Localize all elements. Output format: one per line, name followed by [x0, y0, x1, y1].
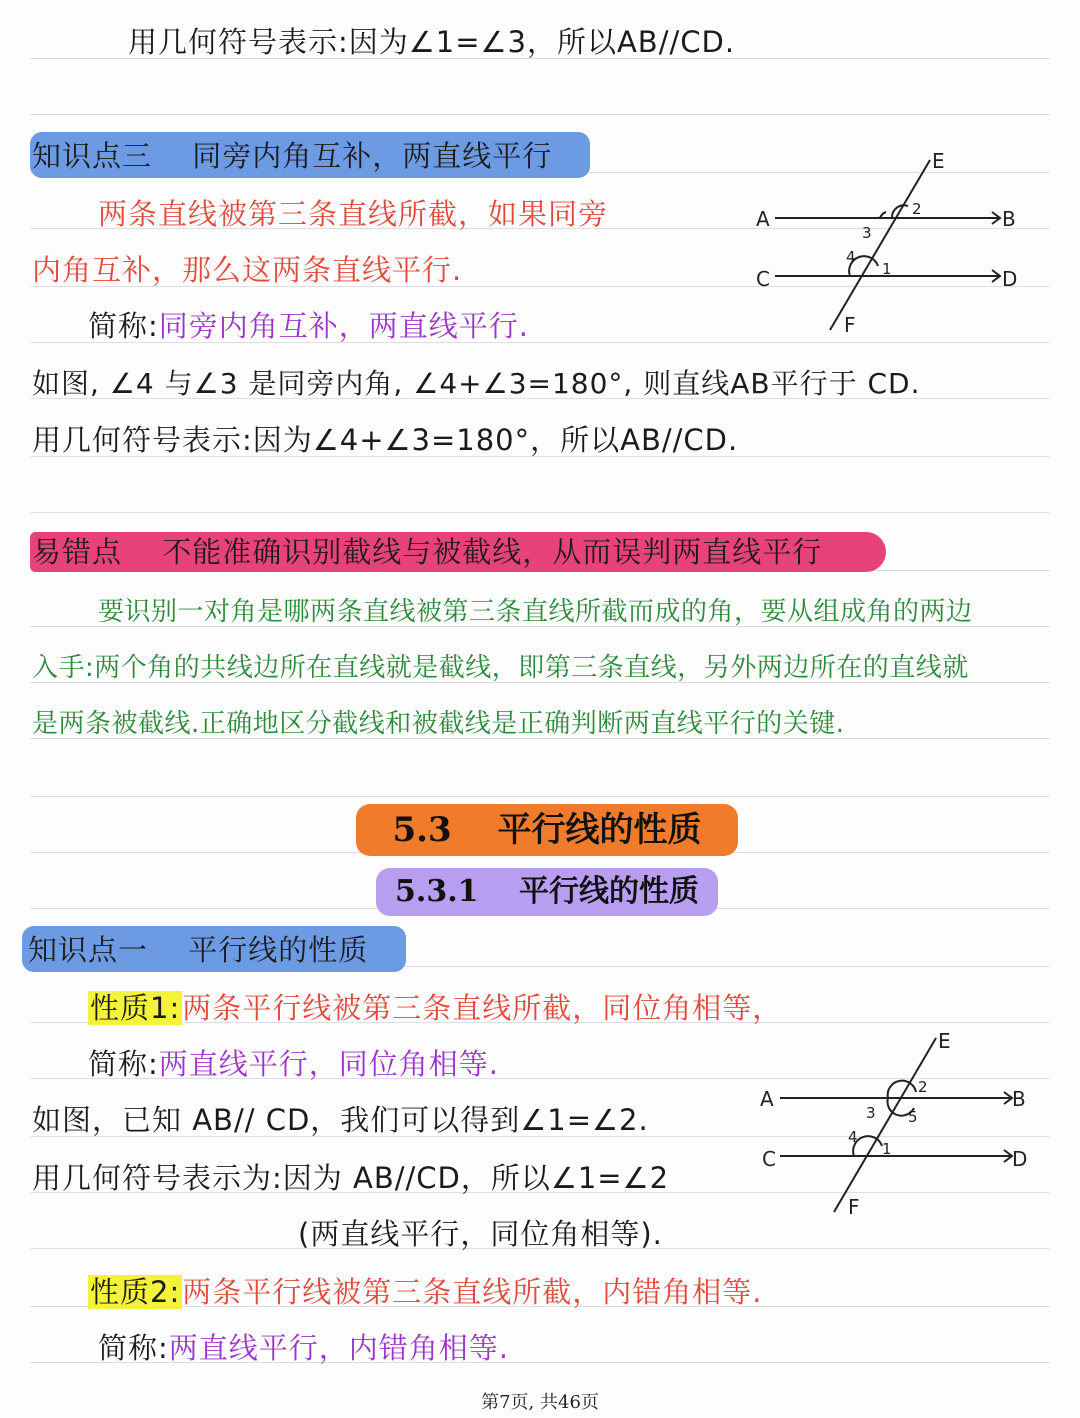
- label-c: C: [762, 1147, 776, 1171]
- symbolic-statement-1: 用几何符号表示:因为∠1=∠3，所以AB//CD.: [128, 25, 736, 59]
- k3-short-statement: [88, 306, 529, 346]
- k3-definition-line2: 内角互补，那么这两条直线平行.: [32, 253, 463, 287]
- k3-example: 如图, ∠4 与∠3 是同旁内角, ∠4+∠3=180°, 则直线AB平行于 CD.: [32, 367, 921, 400]
- property-1: [88, 988, 782, 1028]
- angle-label-1: 1: [882, 260, 892, 278]
- property-2-label: 性质2:: [90, 1275, 181, 1309]
- ruled-line: [30, 512, 1050, 513]
- label-d: D: [1012, 1147, 1028, 1171]
- pitfall-paragraph-line2: 入手:两个角的共线边所在直线就是截线，即第三条直线，另外两边所在的直线就: [32, 653, 969, 683]
- k1-short-statement-1: [88, 1044, 499, 1084]
- transversal-line-ef: [834, 1038, 936, 1212]
- k3-definition-line1: 两条直线被第三条直线所截，如果同旁: [98, 197, 609, 231]
- label-c: C: [756, 267, 770, 291]
- pitfall-paragraph-line1: 要识别一对角是哪两条直线被第三条直线所截而成的角，要从组成角的两边: [98, 597, 973, 627]
- section-title: 5.3 平行线的性质: [392, 810, 702, 850]
- property-2: [88, 1272, 762, 1312]
- short-text: 同旁内角互补，两直线平行.: [158, 309, 530, 343]
- subsection-title: 5.3.1 平行线的性质: [395, 874, 699, 909]
- angle-label-3: 3: [866, 1104, 876, 1122]
- angle-label-4: 4: [846, 248, 856, 266]
- transversal-line-ef: [830, 160, 930, 330]
- short-label: 简称:: [98, 1331, 169, 1365]
- angle-label-5: 5: [908, 1108, 918, 1126]
- transversal-diagram-1: [740, 140, 1040, 340]
- short-label: 简称:: [88, 309, 159, 343]
- short-text: 两直线平行，同位角相等.: [158, 1047, 499, 1081]
- page-number: 第7页, 共46页: [481, 1392, 599, 1413]
- angle-label-2: 2: [918, 1078, 928, 1096]
- label-f: F: [844, 313, 856, 337]
- ruled-line: [30, 114, 1050, 115]
- label-a: A: [756, 207, 770, 231]
- pitfall-paragraph-line3: 是两条被截线.正确地区分截线和被截线是正确判断两直线平行的关键.: [32, 709, 845, 739]
- property-1-text: 两条平行线被第三条直线所截，同位角相等，: [182, 991, 783, 1025]
- k1-short-statement-2: [98, 1328, 509, 1368]
- transversal-diagram-2: [750, 1020, 1050, 1225]
- angle-label-4: 4: [848, 1128, 858, 1146]
- label-e: E: [938, 1029, 951, 1053]
- label-b: B: [1002, 207, 1016, 231]
- k3-title: 知识点三 同旁内角互补，两直线平行: [32, 139, 553, 173]
- k1-example: 如图，已知 AB// CD，我们可以得到∠1=∠2.: [32, 1103, 649, 1137]
- label-a: A: [760, 1087, 774, 1111]
- label-d: D: [1002, 267, 1018, 291]
- k1-reason: (两直线平行，同位角相等).: [298, 1217, 663, 1251]
- k1-symbolic: 用几何符号表示为:因为 AB//CD，所以∠1=∠2: [32, 1161, 670, 1195]
- k1-title: 知识点一 平行线的性质: [28, 933, 369, 967]
- ruled-line: [30, 796, 1050, 797]
- short-label: 简称:: [88, 1047, 159, 1081]
- angle-label-2: 2: [912, 200, 922, 218]
- label-e: E: [932, 149, 945, 173]
- pitfall-title: 易错点 不能准确识别截线与被截线，从而误判两直线平行: [32, 535, 823, 569]
- short-text: 两直线平行，内错角相等.: [168, 1331, 509, 1365]
- property-2-text: 两条平行线被第三条直线所截，内错角相等.: [182, 1275, 763, 1309]
- label-b: B: [1012, 1087, 1026, 1111]
- k3-symbolic: 用几何符号表示:因为∠4+∠3=180°，所以AB//CD.: [32, 423, 739, 457]
- angle-label-1: 1: [882, 1140, 892, 1158]
- angle-label-3: 3: [862, 224, 872, 242]
- property-1-label: 性质1:: [90, 991, 181, 1025]
- label-f: F: [848, 1195, 860, 1219]
